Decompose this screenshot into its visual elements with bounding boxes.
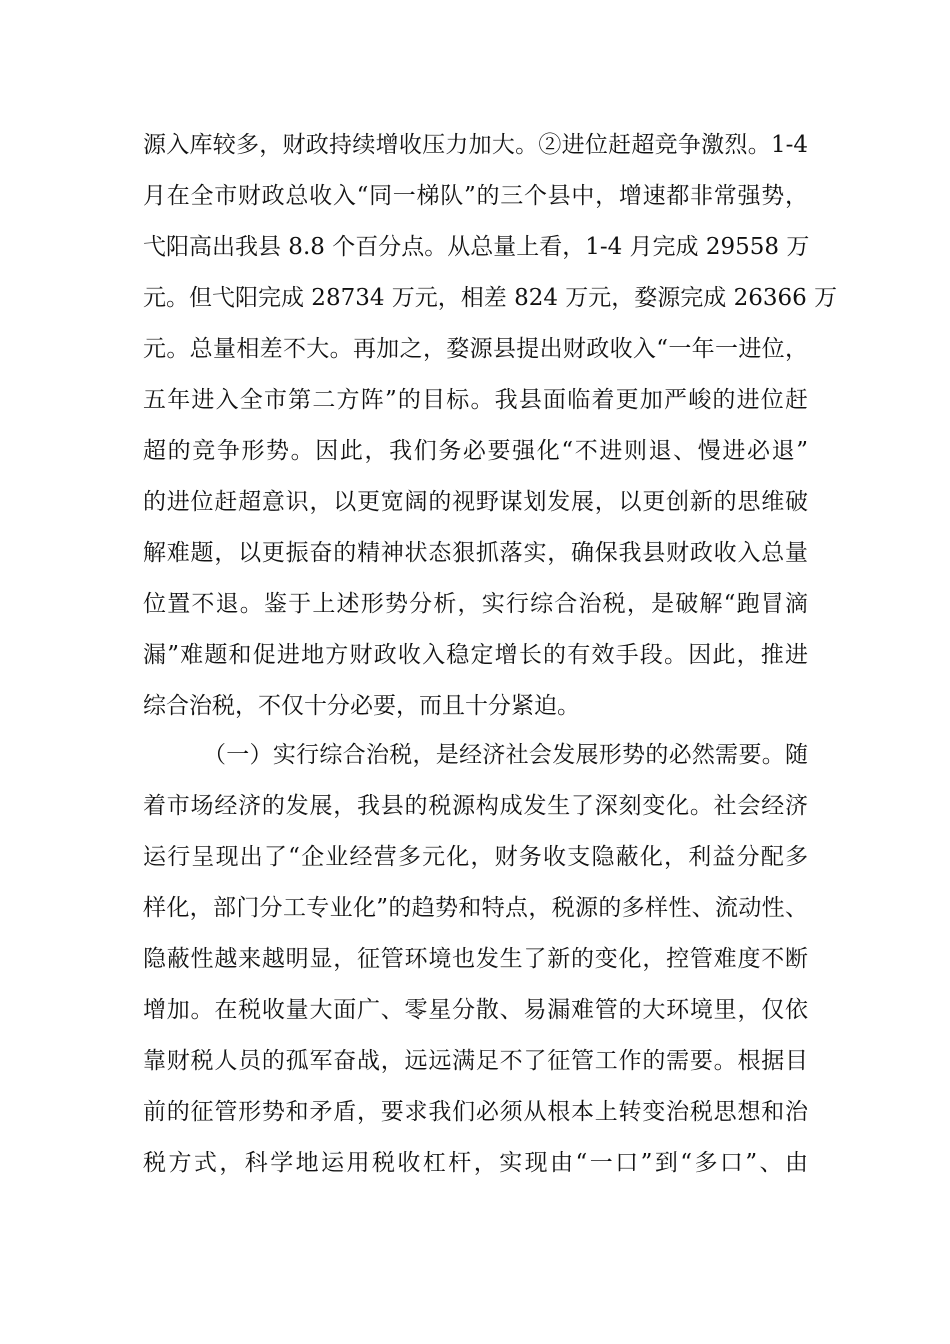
paragraph-1-line: 五年进入全市第二方阵”的目标。我县面临着更加严峻的进位赶 — [143, 387, 808, 413]
paragraph-2-line: 前的征管形势和矛盾，要求我们必须从根本上转变治税思想和治 — [143, 1099, 808, 1125]
paragraph-1-line: 元。总量相差不大。再加之，婺源县提出财政收入“一年一进位， — [143, 336, 808, 362]
paragraph-1-line: 源入库较多，财政持续增收压力加大。②进位赶超竞争激烈。1-4 — [143, 132, 808, 158]
paragraph-1-line: 解难题，以更振奋的精神状态狠抓落实，确保我县财政收入总量 — [143, 540, 808, 566]
paragraph-1 — [143, 120, 838, 732]
paragraph-2-line: 税方式，科学地运用税收杠杆，实现由“一口”到“多口”、由 — [143, 1150, 808, 1176]
paragraph-1-line: 漏”难题和促进地方财政收入稳定增长的有效手段。因此，推进 — [143, 642, 808, 668]
paragraph-2 — [143, 730, 808, 1189]
paragraph-1-line: 综合治税，不仅十分必要，而且十分紧迫。 — [143, 693, 580, 719]
paragraph-1-line: 位置不退。鉴于上述形势分析，实行综合治税，是破解“跑冒滴 — [143, 591, 808, 617]
paragraph-2-line: 着市场经济的发展，我县的税源构成发生了深刻变化。社会经济 — [143, 793, 808, 819]
paragraph-1-line: 月在全市财政总收入“同一梯队”的三个县中，增速都非常强势， — [143, 183, 808, 209]
paragraph-1-line: 元。但弋阳完成 28734 万元，相差 824 万元，婺源完成 26366 万 — [143, 285, 838, 311]
paragraph-2-line: 靠财税人员的孤军奋战，远远满足不了征管工作的需要。根据目 — [143, 1048, 808, 1074]
paragraph-1-line: 的进位赶超意识，以更宽阔的视野谋划发展，以更创新的思维破 — [143, 489, 808, 515]
paragraph-1-line: 超的竞争形势。因此，我们务必要强化“不进则退、慢进必退” — [143, 438, 808, 464]
paragraph-2-line: 增加。在税收量大面广、零星分散、易漏难管的大环境里，仅依 — [143, 997, 808, 1023]
paragraph-2-line: 样化，部门分工专业化”的趋势和特点，税源的多样性、流动性、 — [143, 895, 808, 921]
paragraph-2-line: 运行呈现出了“企业经营多元化，财务收支隐蔽化，利益分配多 — [143, 844, 808, 870]
paragraph-2-line: （一）实行综合治税，是经济社会发展形势的必然需要。随 — [203, 742, 808, 768]
paragraph-2-line: 隐蔽性越来越明显，征管环境也发生了新的变化，控管难度不断 — [143, 946, 808, 972]
paragraph-1-line: 弋阳高出我县 8.8 个百分点。从总量上看，1-4 月完成 29558 万 — [143, 234, 810, 260]
